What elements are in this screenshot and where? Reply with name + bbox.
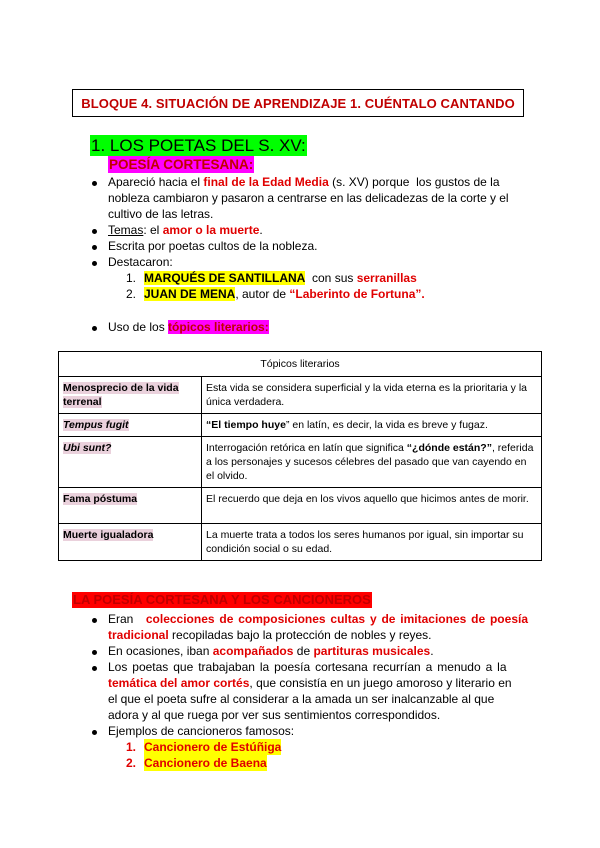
table-header: Tópicos literarios [59, 352, 542, 377]
topico-term: Tempus fugit [63, 419, 129, 431]
table-header-row [59, 352, 542, 377]
bullet-dot [92, 650, 97, 655]
bullet-dot [92, 181, 97, 186]
bullet-ejemplos: Ejemplos de cancioneros famosos: [108, 724, 295, 738]
bullet-dot [92, 245, 97, 250]
document-header [72, 89, 524, 117]
topico-desc: Interrogación retórica en latín que significa “¿dónde están?”, referida a los personajes y sucesos célebres del pasado que van cayendo en el olvido. [202, 437, 542, 488]
topico-desc: “El tiempo huye” en latín, es decir, la vida es breve y fugaz. [202, 414, 542, 437]
topico-term: Fama póstuma [63, 493, 138, 505]
bullet-acompanados: En ocasiones, iban acompañados de partituras musicales. [108, 644, 434, 658]
bullet-dot [92, 261, 97, 266]
topico-term: Ubi sunt? [63, 442, 112, 454]
table-row [59, 437, 542, 488]
bullet-destacaron: Destacaron: [108, 255, 173, 269]
table-row [59, 414, 542, 437]
topico-desc: Esta vida se considera superficial y la vida eterna es la prioritaria y la única verdadera. [202, 377, 542, 414]
author-item: MARQUÉS DE SANTILLANA con sus serranillas [144, 271, 417, 285]
section1-subtitle: POESÍA CORTESANA: [109, 157, 254, 172]
bullet-dot [92, 326, 97, 331]
topico-term: Muerte igualadora [63, 529, 154, 541]
topico-desc: El recuerdo que deja en los vivos aquello que hicimos antes de morir. [202, 488, 542, 524]
cancionero-item: Cancionero de Baena [144, 756, 267, 770]
topico-term: Menosprecio de la vida terrenal [63, 382, 179, 408]
bullet-topicos: Uso de los tópicos literarios: [108, 320, 269, 334]
bullet-aparecio: Apareció hacia el final de la Edad Media (s. XV) porque los gustos de la nobleza cambiaron y pasaron a centrarse en las delicadezas de la corte y el cultivo de las letras. [108, 175, 509, 221]
topicos-table [58, 351, 542, 561]
bullet-temas: Temas: el amor o la muerte. [108, 223, 263, 237]
bullet-escrita: Escrita por poetas cultos de la nobleza. [108, 239, 318, 253]
topico-desc: La muerte trata a todos los seres humanos por igual, sin importar su condición social o su edad. [202, 524, 542, 561]
table-row [59, 524, 542, 561]
cancionero-number: 1. [126, 740, 137, 754]
bullet-dot [92, 229, 97, 234]
author-item: JUAN DE MENA, autor de “Laberinto de Fortuna”. [144, 287, 425, 301]
bullet-dot [92, 666, 97, 671]
header-title: BLOQUE 4. SITUACIÓN DE APRENDIZAJE 1. CUÉNTALO CANTANDO [81, 95, 515, 111]
section2-title: LA POESÍA CORTESANA Y LOS CANCIONEROS [73, 592, 371, 607]
bullet-dot [92, 618, 97, 623]
cancionero-number: 2. [126, 756, 137, 770]
author-number: 2. [126, 287, 137, 301]
author-number: 1. [126, 271, 137, 285]
table-row [59, 377, 542, 414]
section1-title: 1. LOS POETAS DEL S. XV: [91, 136, 306, 155]
bullet-eran: Eran colecciones de composiciones cultas y de imitaciones de poesía tradicional recopiladas bajo la protección de nobles y reyes. [108, 612, 528, 642]
bullet-dot [92, 730, 97, 735]
bullet-poetas: Los poetas que trabajaban la poesía cortesana recurrían a menudo a la temática del amor cortés, que consistía en un juego amoroso y literario en el que el poeta sufre al considerar a la amada un ser inalcanzable al que adora y al que ruega por ver sus sentimientos correspondidos. [108, 660, 512, 722]
table-row [59, 488, 542, 524]
cancionero-item: Cancionero de Estúñiga [144, 740, 282, 754]
